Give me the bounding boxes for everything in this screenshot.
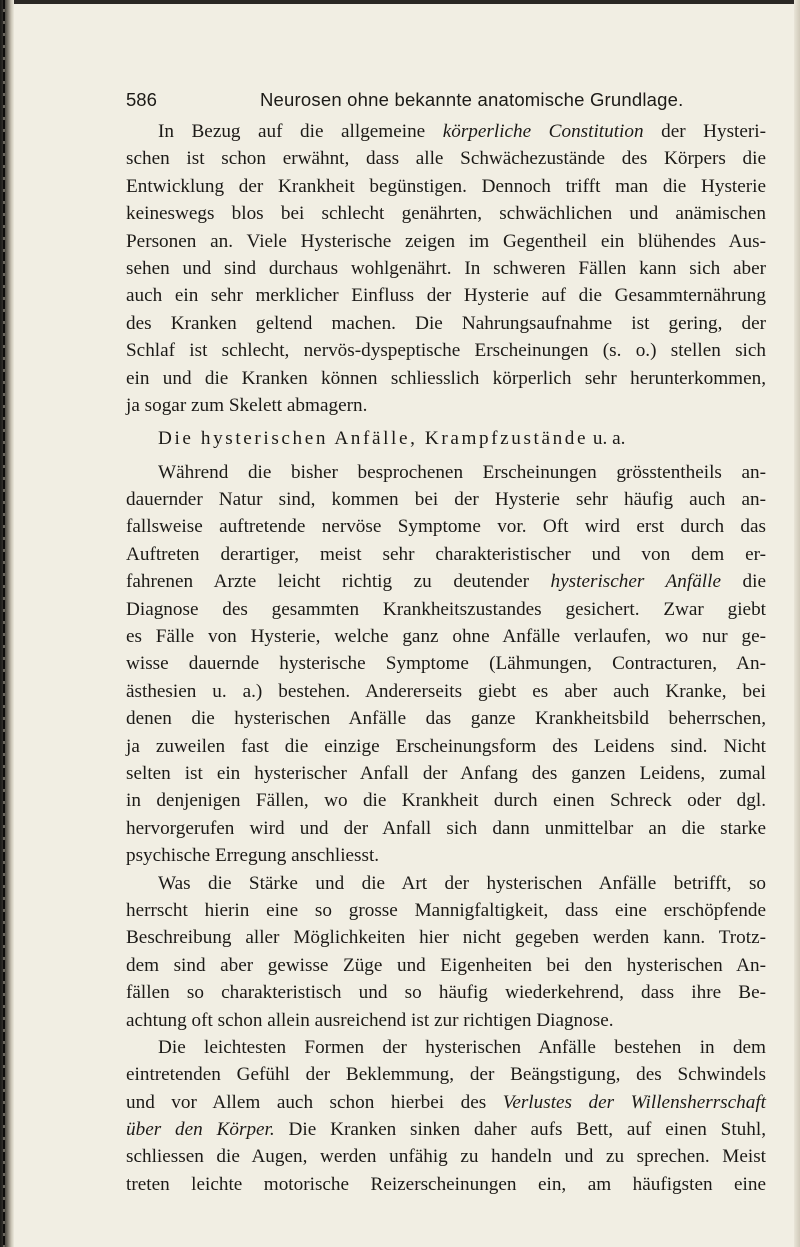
text-line: und vor Allem auch schon hierbei des Verlustes der Willensherrschaft — [126, 1091, 767, 1113]
text-line: Schlaf ist schlecht, nervös-dyspeptische Erscheinungen (s. o.) stellen sich — [126, 340, 766, 362]
text-line: ja zuweilen fast die einzige Erscheinungsform des Leidens sind. Nicht — [126, 735, 766, 757]
text-line: ein und die Kranken können schliesslich körperlich sehr herunterkommen, — [126, 367, 766, 389]
text-line: herrscht hierin eine so grosse Mannigfaltigkeit, dass eine erschöpfende — [126, 899, 766, 921]
text-line: des Kranken geltend machen. Die Nahrungsaufnahme ist gering, der — [126, 312, 766, 334]
running-title: Neurosen ohne bekannte anatomische Grundlage. — [260, 89, 684, 110]
text-line: fällen so charakteristisch und so häufig wiederkehrend, dass ihre Be- — [126, 982, 766, 1004]
text-line: fahrenen Arzte leicht richtig zu deutender hysterischer Anfälle die — [126, 571, 766, 593]
text-line: achtung oft schon allein ausreichend ist zur richtigen Diagnose. — [126, 1009, 614, 1031]
text-line: eintretenden Gefühl der Beklemmung, der Beängstigung, des Schwindels — [126, 1064, 766, 1086]
text-line: Auftreten derartiger, meist sehr charakteristischer und von dem er- — [126, 543, 766, 565]
book-spine-edge — [0, 0, 14, 1247]
text-line: sehen und sind durchaus wohlgenährt. In schweren Fällen kann sich aber — [126, 257, 766, 279]
text-line: Personen an. Viele Hysterische zeigen im Gegentheil ein blühendes Aus- — [126, 230, 766, 252]
page-right-edge — [794, 0, 800, 1247]
text-line: fallsweise auftretende nervöse Symptome vor. Oft wird erst durch das — [126, 516, 766, 538]
text-line: Beschreibung aller Möglichkeiten hier nicht gegeben werden kann. Trotz- — [126, 927, 766, 949]
text-line: schen ist schon erwähnt, dass alle Schwächezustände des Körpers die — [126, 148, 766, 170]
text-line: auch ein sehr merklicher Einfluss der Hysterie auf die Gesammternährung — [126, 285, 766, 307]
book-page — [126, 84, 766, 1198]
body-text — [126, 118, 766, 1198]
text-line: Die leichtesten Formen der hysterischen Anfälle bestehen in dem — [158, 1036, 766, 1058]
page-number: 586 — [126, 89, 157, 110]
text-line: hervorgerufen wird und der Anfall sich dann unmittelbar an die starke — [126, 817, 766, 839]
text-line: Während die bisher besprochenen Erscheinungen grösstentheils an- — [158, 461, 766, 483]
text-line: über den Körper. Die Kranken sinken daher aufs Bett, auf einen Stuhl, — [126, 1119, 767, 1141]
section-heading: Die hysterischen Anfälle, Krampfzustände u. a. — [158, 428, 626, 450]
text-line: psychische Erregung anschliesst. — [126, 845, 380, 867]
text-line: Diagnose des gesammten Krankheitszustandes gesichert. Zwar giebt — [126, 598, 766, 620]
text-line: In Bezug auf die allgemeine körperliche Constitution der Hysteri- — [158, 121, 766, 142]
text-line: selten ist ein hysterischer Anfall der Anfang des ganzen Leidens, zumal — [126, 762, 766, 784]
text-line: dauernder Natur sind, kommen bei der Hysterie sehr häufig auch an- — [126, 489, 766, 511]
text-line: keineswegs blos bei schlecht genährten, schwächlichen und anämischen — [126, 203, 766, 225]
text-line: dem sind aber gewisse Züge und Eigenheiten bei den hysterischen An- — [126, 954, 766, 976]
text-line: in denjenigen Fällen, wo die Krankheit durch einen Schreck oder dgl. — [126, 790, 766, 812]
emphasis: Verlustes der Willensherrschaft — [502, 1091, 767, 1113]
text-line: es Fälle von Hysterie, welche ganz ohne Anfälle verlaufen, wo nur ge- — [126, 626, 766, 648]
emphasis: hysterischer Anfälle — [550, 571, 721, 593]
text-line: wisse dauernde hysterische Symptome (Lähmungen, Contracturen, An- — [126, 653, 766, 675]
page-top-edge — [0, 0, 800, 4]
text-line: Entwicklung der Krankheit begünstigen. Dennoch trifft man die Hysterie — [126, 175, 766, 197]
emphasis: über den Körper. — [126, 1119, 275, 1141]
page-header — [126, 84, 766, 116]
text-line: treten leichte motorische Reizerscheinungen ein, am häufigsten eine — [126, 1173, 766, 1195]
text-line: schliessen die Augen, werden unfähig zu handeln und zu sprechen. Meist — [126, 1146, 766, 1168]
text-line: Was die Stärke und die Art der hysterischen Anfälle betrifft, so — [158, 872, 766, 894]
emphasis: körperliche Constitution — [442, 121, 644, 142]
text-line: denen die hysterischen Anfälle das ganze Krankheitsbild beherrschen, — [126, 708, 766, 730]
text-line: ja sogar zum Skelett abmagern. — [126, 394, 368, 416]
text-line: ästhesien u. a.) bestehen. Andererseits giebt es aber auch Kranke, bei — [126, 680, 766, 702]
